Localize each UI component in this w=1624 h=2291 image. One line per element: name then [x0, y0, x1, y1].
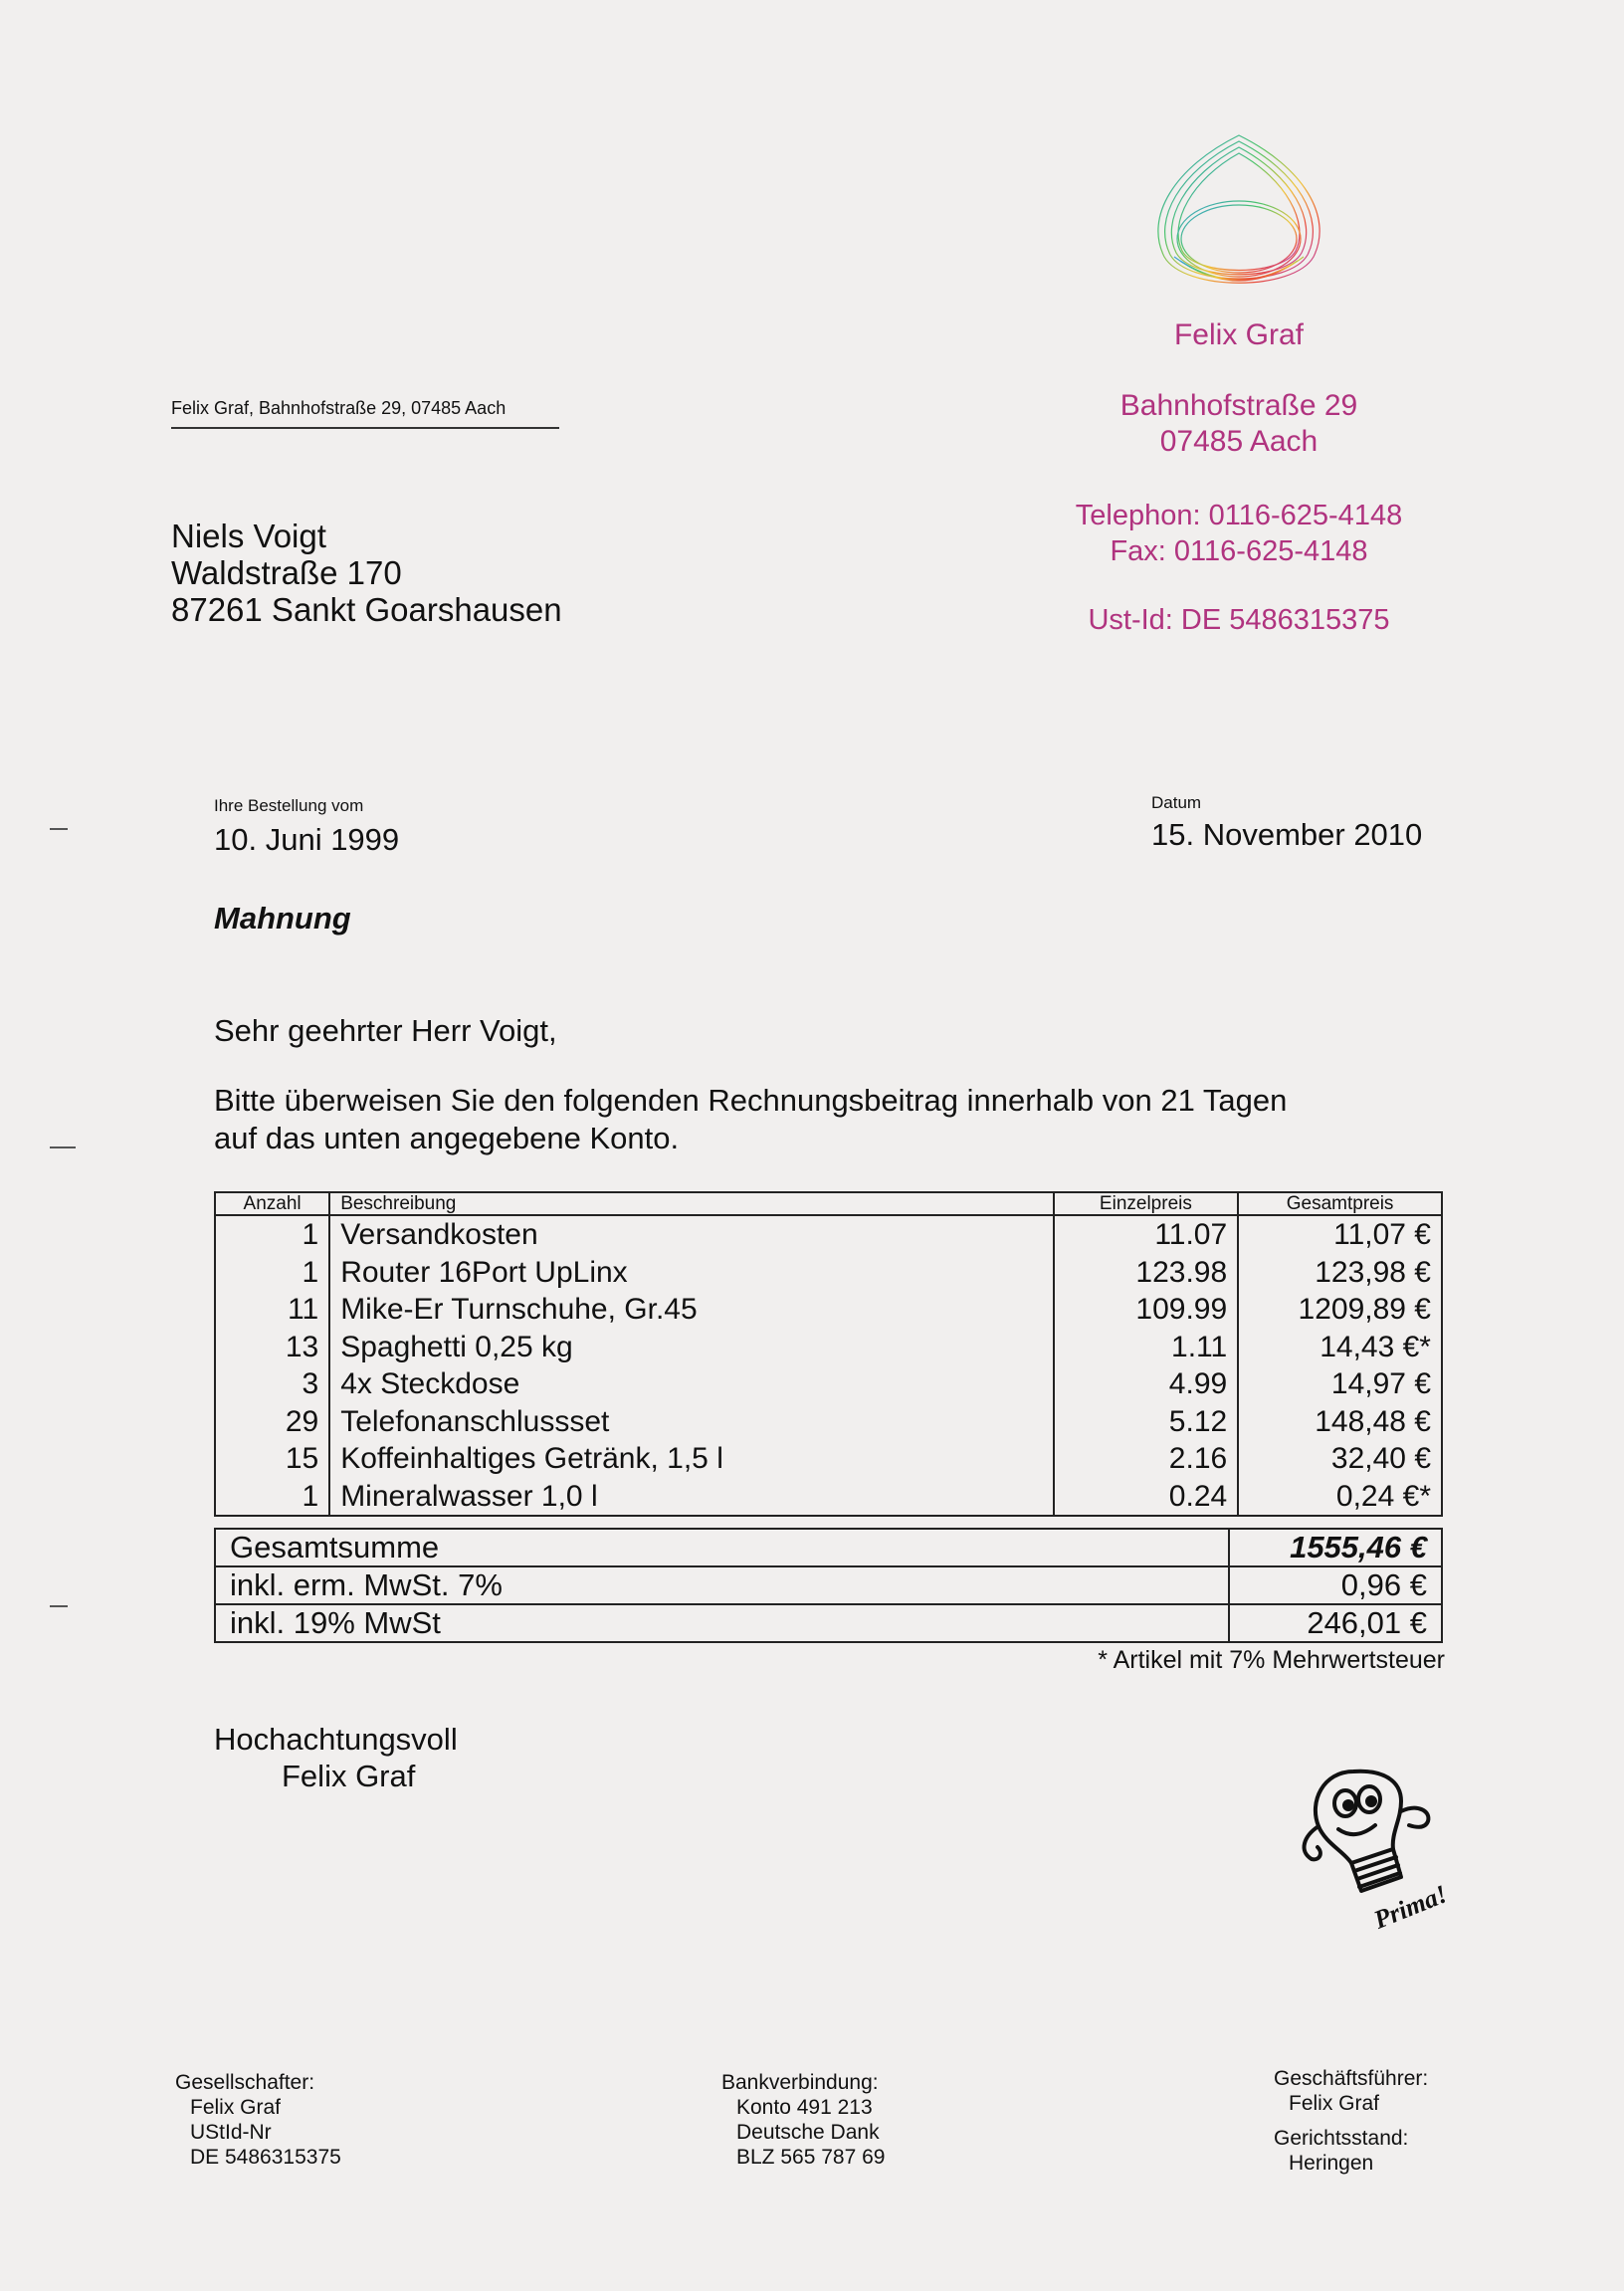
- cell-total-price: 14,97 €: [1238, 1365, 1442, 1403]
- cell-total-price: 32,40 €: [1238, 1440, 1442, 1478]
- cell-total-price: 0,24 €*: [1238, 1478, 1442, 1517]
- cell-total-price: 1209,89 €: [1238, 1291, 1442, 1329]
- cell-total-price: 148,48 €: [1238, 1403, 1442, 1441]
- order-date-label: Ihre Bestellung vom: [214, 796, 364, 815]
- salutation: Sehr geehrter Herr Voigt,: [214, 1013, 557, 1048]
- footer-bank-name: Deutsche Dank: [736, 2121, 880, 2144]
- footer-partner-name: Felix Graf: [190, 2096, 282, 2119]
- intro-line-2: auf das unten angegebene Konto.: [214, 1121, 680, 1155]
- table-row: [215, 1254, 1442, 1292]
- cell-unit-price: 123.98: [1054, 1254, 1239, 1292]
- fold-mark: [50, 828, 68, 830]
- cell-unit-price: 4.99: [1054, 1365, 1239, 1403]
- cell-description: Mike-Er Turnschuhe, Gr.45: [329, 1291, 1053, 1329]
- cell-quantity: 29: [215, 1403, 329, 1441]
- footer-court: Heringen: [1289, 2152, 1374, 2175]
- column-header-quantity: Anzahl: [215, 1192, 329, 1215]
- recipient-name: Niels Voigt: [171, 518, 326, 554]
- letter-date: 15. November 2010: [1151, 817, 1423, 852]
- cell-description: Mineralwasser 1,0 l: [329, 1478, 1053, 1517]
- cell-quantity: 1: [215, 1478, 329, 1517]
- footer-manager-name: Felix Graf: [1289, 2092, 1380, 2115]
- cell-description: Koffeinhaltiges Getränk, 1,5 l: [329, 1440, 1053, 1478]
- company-contact: [1035, 498, 1443, 569]
- table-header-row: [215, 1192, 1442, 1215]
- cell-quantity: 1: [215, 1215, 329, 1254]
- cell-quantity: 3: [215, 1365, 329, 1403]
- company-city: 07485 Aach: [1159, 425, 1319, 458]
- footer-bank-label: Bankverbindung:: [721, 2071, 879, 2094]
- column-header-unit-price: Einzelpreis: [1054, 1192, 1239, 1215]
- sender-return-line: Felix Graf, Bahnhofstraße 29, 07485 Aach: [171, 398, 559, 429]
- table-row: [215, 1291, 1442, 1329]
- company-name: Felix Graf: [1173, 318, 1305, 351]
- company-telephone: Telephon: 0116-625-4148: [1075, 500, 1403, 531]
- subject: Mahnung: [214, 901, 351, 936]
- cell-description: Telefonanschlussset: [329, 1403, 1053, 1441]
- cell-quantity: 1: [215, 1254, 329, 1292]
- column-header-total-price: Gesamtpreis: [1238, 1192, 1442, 1215]
- cell-quantity: 13: [215, 1329, 329, 1366]
- table-row: [215, 1365, 1442, 1403]
- total-row-gross: [215, 1529, 1442, 1566]
- vat-footnote: * Artikel mit 7% Mehrwertsteuer: [1098, 1646, 1445, 1674]
- closing-signature-name: Felix Graf: [282, 1759, 416, 1793]
- cell-total-price: 11,07 €: [1238, 1215, 1442, 1254]
- cell-quantity: 15: [215, 1440, 329, 1478]
- footer-ustid-label: UStId-Nr: [190, 2121, 272, 2144]
- total-row-vat: [215, 1604, 1442, 1642]
- recipient-city: 87261 Sankt Goarshausen: [171, 591, 562, 628]
- invoice-items-table: [214, 1191, 1443, 1517]
- closing-greeting: Hochachtungsvoll: [214, 1722, 458, 1757]
- cell-total-price: 14,43 €*: [1238, 1329, 1442, 1366]
- cell-description: Versandkosten: [329, 1215, 1053, 1254]
- intro-text: [214, 1082, 1438, 1157]
- footer-partners-label: Gesellschafter:: [175, 2071, 315, 2094]
- footer-court-label: Gerichtsstand:: [1274, 2127, 1409, 2150]
- cell-unit-price: 109.99: [1054, 1291, 1239, 1329]
- total-label: inkl. 19% MwSt: [215, 1604, 1229, 1642]
- footer-bank-code: BLZ 565 787 69: [736, 2146, 886, 2169]
- recipient-address: [171, 518, 562, 628]
- footer-management: [1274, 2066, 1428, 2176]
- company-street: Bahnhofstraße 29: [1119, 389, 1358, 422]
- order-date: 10. Juni 1999: [214, 822, 400, 857]
- footer-ustid: DE 5486315375: [190, 2146, 341, 2169]
- cell-quantity: 11: [215, 1291, 329, 1329]
- total-label: Gesamtsumme: [215, 1529, 1229, 1566]
- total-row-reduced-vat: [215, 1566, 1442, 1604]
- cell-unit-price: 0.24: [1054, 1478, 1239, 1517]
- cell-unit-price: 11.07: [1054, 1215, 1239, 1254]
- stamp-text: Prima!: [1369, 1879, 1452, 1935]
- totals-table: [214, 1528, 1443, 1643]
- lightbulb-mascot-stamp: [1284, 1742, 1473, 1941]
- cell-unit-price: 1.11: [1054, 1329, 1239, 1366]
- footer-bank: [721, 2070, 885, 2170]
- cell-description: Router 16Port UpLinx: [329, 1254, 1053, 1292]
- total-value: 246,01 €: [1229, 1604, 1442, 1642]
- table-row: [215, 1403, 1442, 1441]
- table-row: [215, 1440, 1442, 1478]
- company-ustid: Ust-Id: DE 5486315375: [1088, 604, 1390, 636]
- table-row: [215, 1329, 1442, 1366]
- footer-partners: [175, 2070, 341, 2170]
- cell-unit-price: 2.16: [1054, 1440, 1239, 1478]
- cell-total-price: 123,98 €: [1238, 1254, 1442, 1292]
- intro-line-1: Bitte überweisen Sie den folgenden Rechnungsbeitrag innerhalb von 21 Tagen: [214, 1083, 1288, 1118]
- total-label: inkl. erm. MwSt. 7%: [215, 1566, 1229, 1604]
- letter-date-label: Datum: [1151, 793, 1202, 812]
- table-row: [215, 1215, 1442, 1254]
- total-value: 0,96 €: [1229, 1566, 1442, 1604]
- punch-mark: [50, 1146, 76, 1148]
- total-value: 1555,46 €: [1229, 1529, 1442, 1566]
- cell-description: Spaghetti 0,25 kg: [329, 1329, 1053, 1366]
- footer-bank-account: Konto 491 213: [736, 2096, 873, 2119]
- recipient-street: Waldstraße 170: [171, 554, 402, 591]
- company-logo: [1134, 127, 1343, 307]
- cell-unit-price: 5.12: [1054, 1403, 1239, 1441]
- company-address: [1075, 388, 1403, 460]
- cell-description: 4x Steckdose: [329, 1365, 1053, 1403]
- footer-manager-label: Geschäftsführer:: [1274, 2067, 1429, 2090]
- fold-mark: [50, 1605, 68, 1607]
- column-header-description: Beschreibung: [329, 1192, 1053, 1215]
- company-fax: Fax: 0116-625-4148: [1110, 535, 1368, 567]
- table-row: [215, 1478, 1442, 1517]
